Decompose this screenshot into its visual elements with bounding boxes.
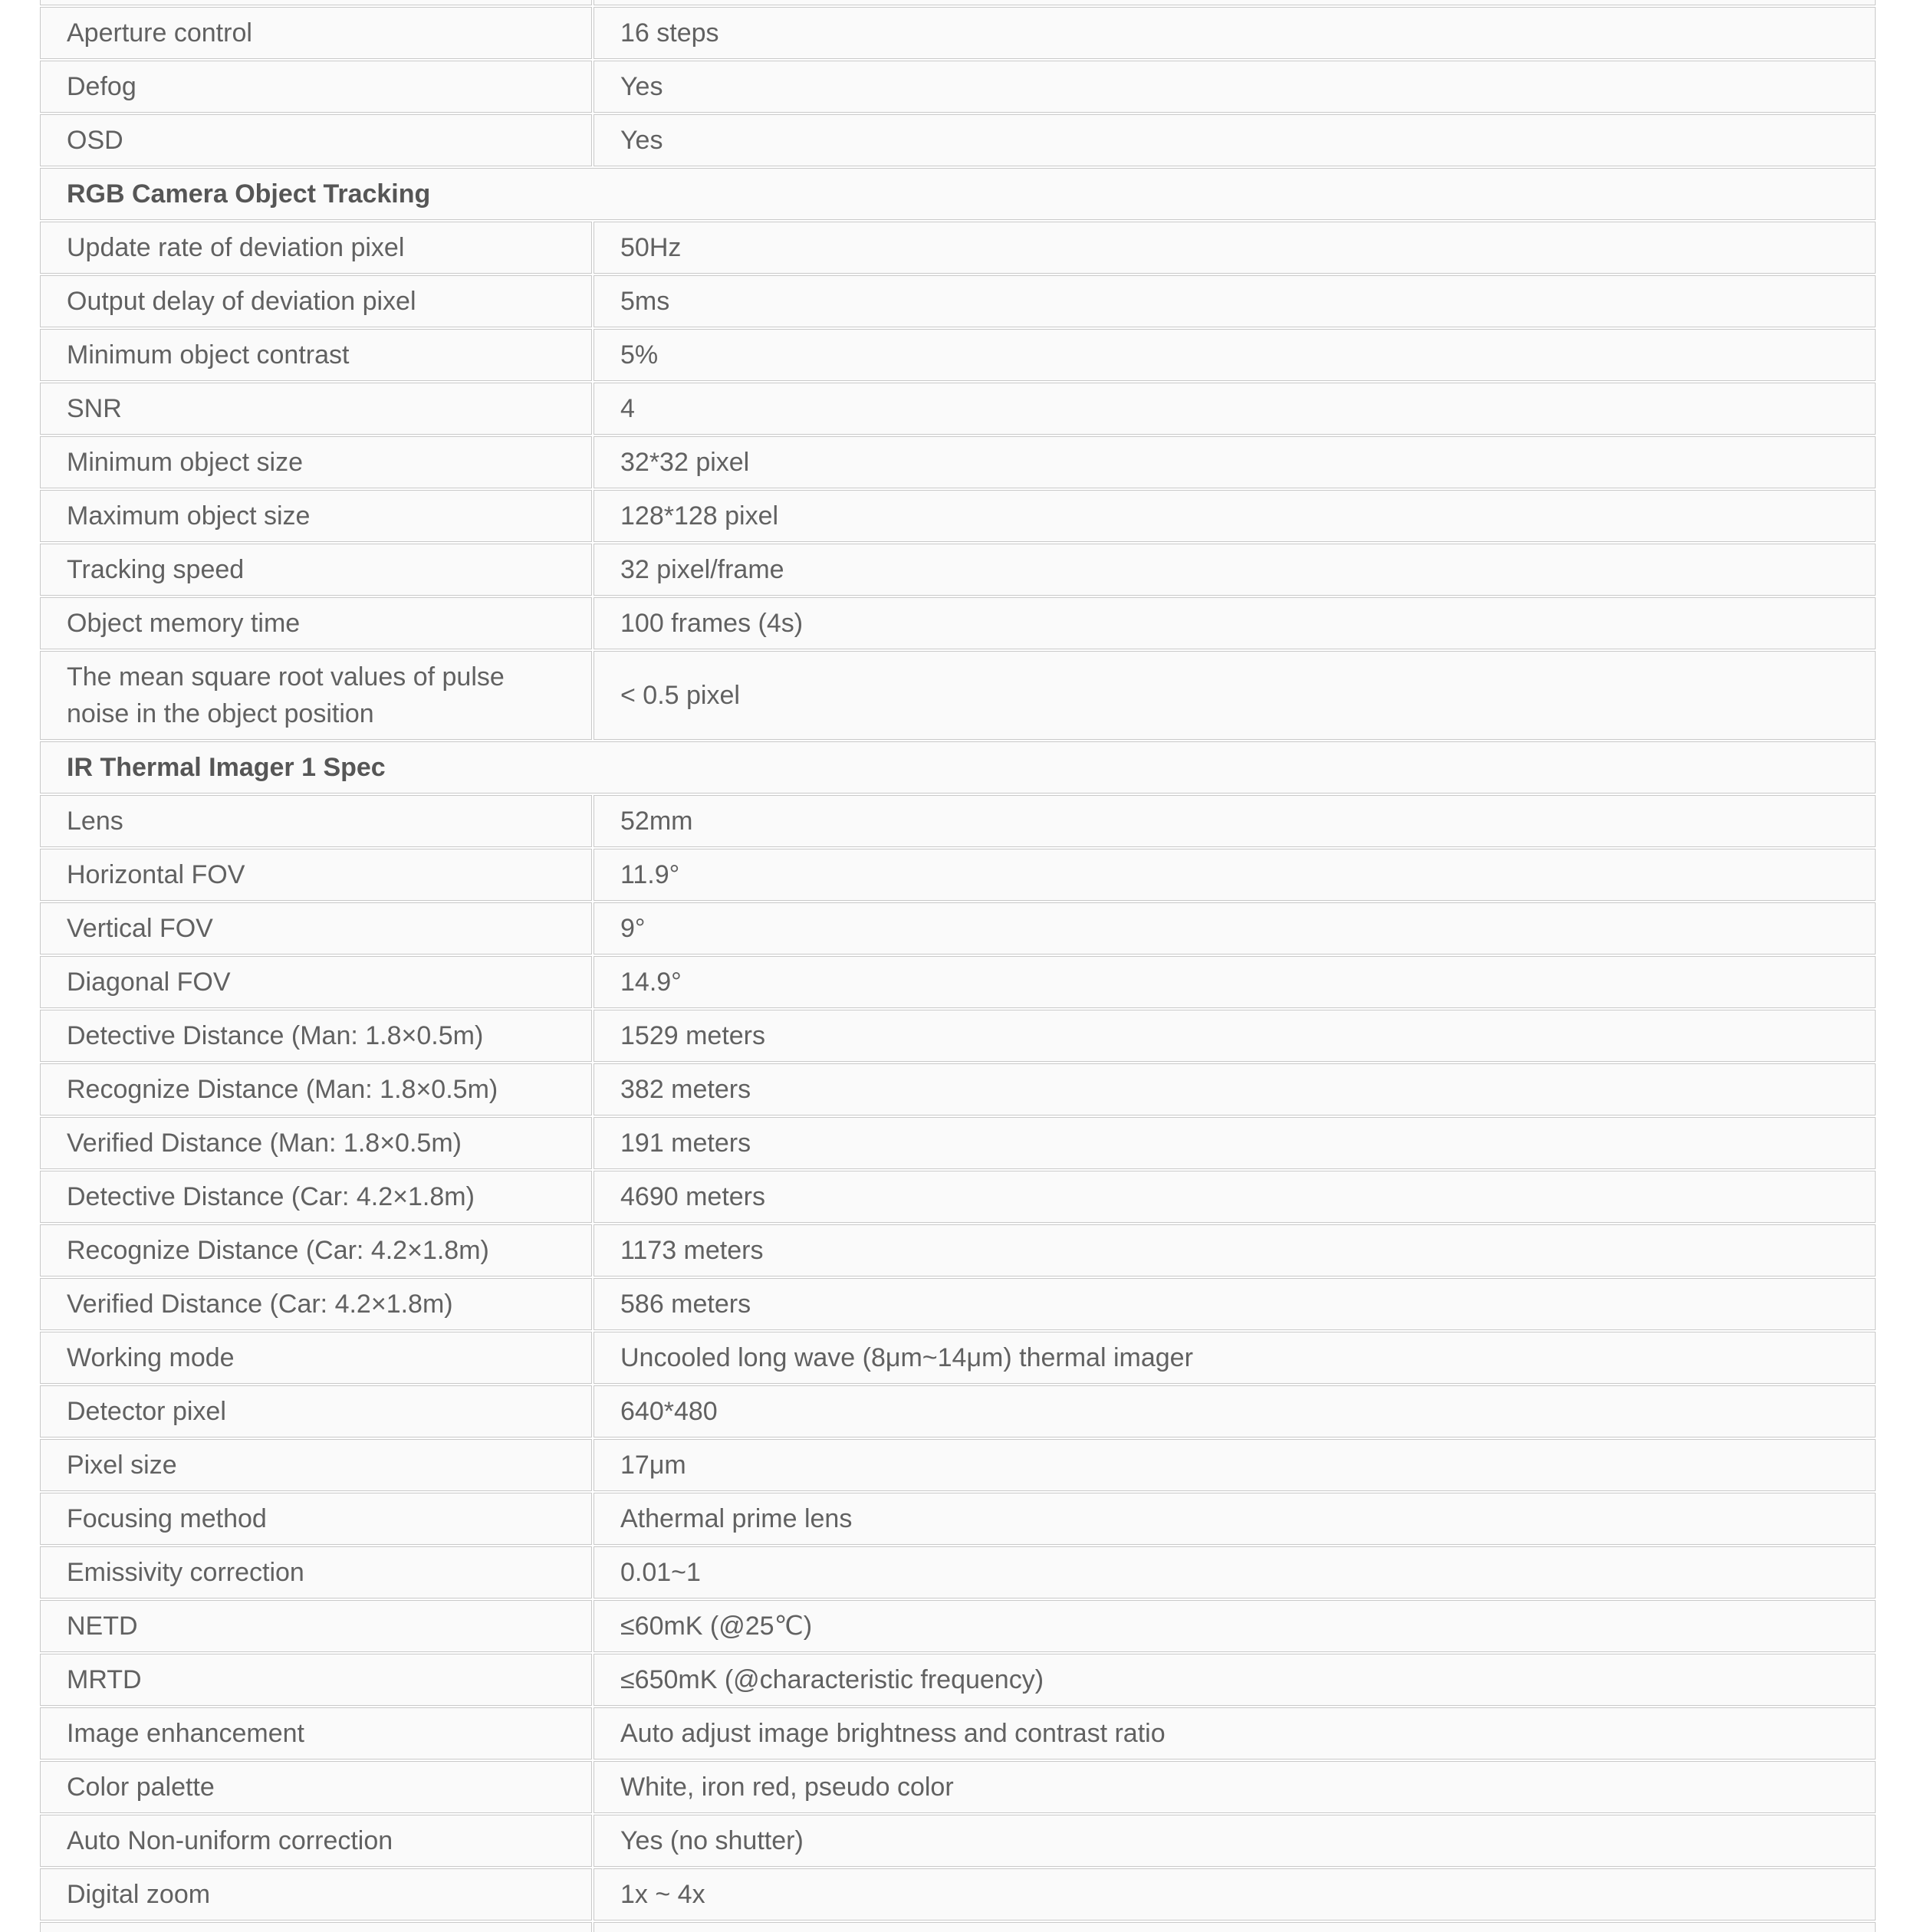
spec-value-cell: Yes (no shutter) [594, 1815, 1876, 1867]
section-header-cell: RGB Camera Object Tracking [40, 168, 1876, 220]
spec-row [40, 329, 1876, 381]
spec-row [40, 383, 1876, 435]
spec-row [40, 1171, 1876, 1223]
spec-value-cell: 640*480 [594, 1385, 1876, 1438]
spec-value-cell: 11.9° [594, 849, 1876, 901]
spec-row [40, 1654, 1876, 1706]
spec-row [40, 795, 1876, 847]
partial-row-bottom [40, 1922, 1876, 1932]
spec-label-cell: Tracking speed [40, 544, 592, 596]
spec-row [40, 222, 1876, 274]
spec-label-cell: Working mode [40, 1332, 592, 1384]
spec-label-cell: Diagonal FOV [40, 956, 592, 1008]
section-header-cell: IR Thermal Imager 1 Spec [40, 741, 1876, 794]
spec-row [40, 114, 1876, 166]
spec-row [40, 651, 1876, 740]
spec-label-cell: Minimum object size [40, 436, 592, 488]
spec-label-cell: Lens [40, 795, 592, 847]
spec-value-cell: 0.01~1 [594, 1546, 1876, 1598]
spec-label-cell: Object memory time [40, 597, 592, 649]
spec-label-cell: Verified Distance (Man: 1.8×0.5m) [40, 1117, 592, 1169]
spec-value-cell: 1529 meters [594, 1010, 1876, 1062]
spec-value-cell: Auto adjust image brightness and contrast ratio [594, 1707, 1876, 1760]
spec-label-cell: Pixel size [40, 1439, 592, 1491]
spec-label-cell: Output delay of deviation pixel [40, 275, 592, 327]
spec-label-cell: Minimum object contrast [40, 329, 592, 381]
spec-row [40, 61, 1876, 113]
spec-value-cell: Yes [594, 61, 1876, 113]
spec-value-cell: 5ms [594, 275, 1876, 327]
spec-row [40, 1278, 1876, 1330]
spec-value-cell: 50Hz [594, 222, 1876, 274]
spec-table [38, 0, 1877, 1932]
spec-label-cell: Verified Distance (Car: 4.2×1.8m) [40, 1278, 592, 1330]
spec-value-cell: 1173 meters [594, 1224, 1876, 1276]
spec-value-cell: ≤650mK (@characteristic frequency) [594, 1654, 1876, 1706]
spec-label-cell [40, 1922, 592, 1932]
spec-label-cell: Maximum object size [40, 490, 592, 542]
spec-row [40, 1600, 1876, 1652]
spec-label-cell: Recognize Distance (Man: 1.8×0.5m) [40, 1063, 592, 1116]
spec-value-cell: 32 pixel/frame [594, 544, 1876, 596]
spec-label-cell: Horizontal FOV [40, 849, 592, 901]
spec-label-cell: Update rate of deviation pixel [40, 222, 592, 274]
spec-value-cell: 14.9° [594, 956, 1876, 1008]
spec-value-cell: 32*32 pixel [594, 436, 1876, 488]
spec-row [40, 436, 1876, 488]
spec-value-cell [594, 0, 1876, 5]
spec-label-cell: MRTD [40, 1654, 592, 1706]
spec-row [40, 849, 1876, 901]
spec-label-cell: Vertical FOV [40, 902, 592, 955]
spec-row [40, 1385, 1876, 1438]
spec-value-cell [594, 1922, 1876, 1932]
spec-table-body [40, 7, 1876, 1921]
spec-row [40, 1117, 1876, 1169]
spec-value-cell: 4690 meters [594, 1171, 1876, 1223]
spec-label-cell: Detective Distance (Car: 4.2×1.8m) [40, 1171, 592, 1223]
spec-label-cell: Emissivity correction [40, 1546, 592, 1598]
spec-row [40, 1868, 1876, 1921]
spec-label-cell: Aperture control [40, 7, 592, 59]
partial-row-top [40, 0, 1876, 5]
spec-label-cell: Recognize Distance (Car: 4.2×1.8m) [40, 1224, 592, 1276]
spec-row [40, 597, 1876, 649]
spec-row [40, 1815, 1876, 1867]
spec-row [40, 1063, 1876, 1116]
spec-label-cell: Auto Non-uniform correction [40, 1815, 592, 1867]
spec-row [40, 490, 1876, 542]
spec-row [40, 1761, 1876, 1813]
spec-value-cell: 16 steps [594, 7, 1876, 59]
spec-row [40, 1332, 1876, 1384]
spec-row [40, 1224, 1876, 1276]
spec-value-cell: 586 meters [594, 1278, 1876, 1330]
section-header-row [40, 168, 1876, 220]
spec-value-cell: 191 meters [594, 1117, 1876, 1169]
spec-row [40, 544, 1876, 596]
spec-row [40, 1707, 1876, 1760]
spec-value-cell: < 0.5 pixel [594, 651, 1876, 740]
spec-value-cell: 382 meters [594, 1063, 1876, 1116]
spec-value-cell: 1x ~ 4x [594, 1868, 1876, 1921]
spec-value-cell: ≤60mK (@25℃) [594, 1600, 1876, 1652]
spec-value-cell: 9° [594, 902, 1876, 955]
spec-label-cell [40, 0, 592, 5]
spec-row [40, 1546, 1876, 1598]
spec-label-cell: Detective Distance (Man: 1.8×0.5m) [40, 1010, 592, 1062]
spec-label-cell: OSD [40, 114, 592, 166]
spec-value-cell: 52mm [594, 795, 1876, 847]
spec-label-cell: SNR [40, 383, 592, 435]
spec-label-cell: Image enhancement [40, 1707, 592, 1760]
spec-value-cell: 100 frames (4s) [594, 597, 1876, 649]
spec-value-cell: 17μm [594, 1439, 1876, 1491]
spec-value-cell: Athermal prime lens [594, 1493, 1876, 1545]
spec-label-cell: Focusing method [40, 1493, 592, 1545]
spec-value-cell: Yes [594, 114, 1876, 166]
spec-label-cell: Detector pixel [40, 1385, 592, 1438]
spec-row [40, 1439, 1876, 1491]
spec-row [40, 275, 1876, 327]
spec-label-cell: Digital zoom [40, 1868, 592, 1921]
spec-row [40, 1493, 1876, 1545]
spec-label-cell: Defog [40, 61, 592, 113]
spec-row [40, 1010, 1876, 1062]
spec-value-cell: 5% [594, 329, 1876, 381]
spec-label-cell: The mean square root values of pulse noise in the object position [40, 651, 592, 740]
spec-row [40, 902, 1876, 955]
spec-row [40, 956, 1876, 1008]
spec-label-cell: NETD [40, 1600, 592, 1652]
section-header-row [40, 741, 1876, 794]
spec-value-cell: White, iron red, pseudo color [594, 1761, 1876, 1813]
spec-row [40, 7, 1876, 59]
spec-value-cell: 128*128 pixel [594, 490, 1876, 542]
spec-label-cell: Color palette [40, 1761, 592, 1813]
spec-value-cell: Uncooled long wave (8μm~14μm) thermal imager [594, 1332, 1876, 1384]
spec-value-cell: 4 [594, 383, 1876, 435]
